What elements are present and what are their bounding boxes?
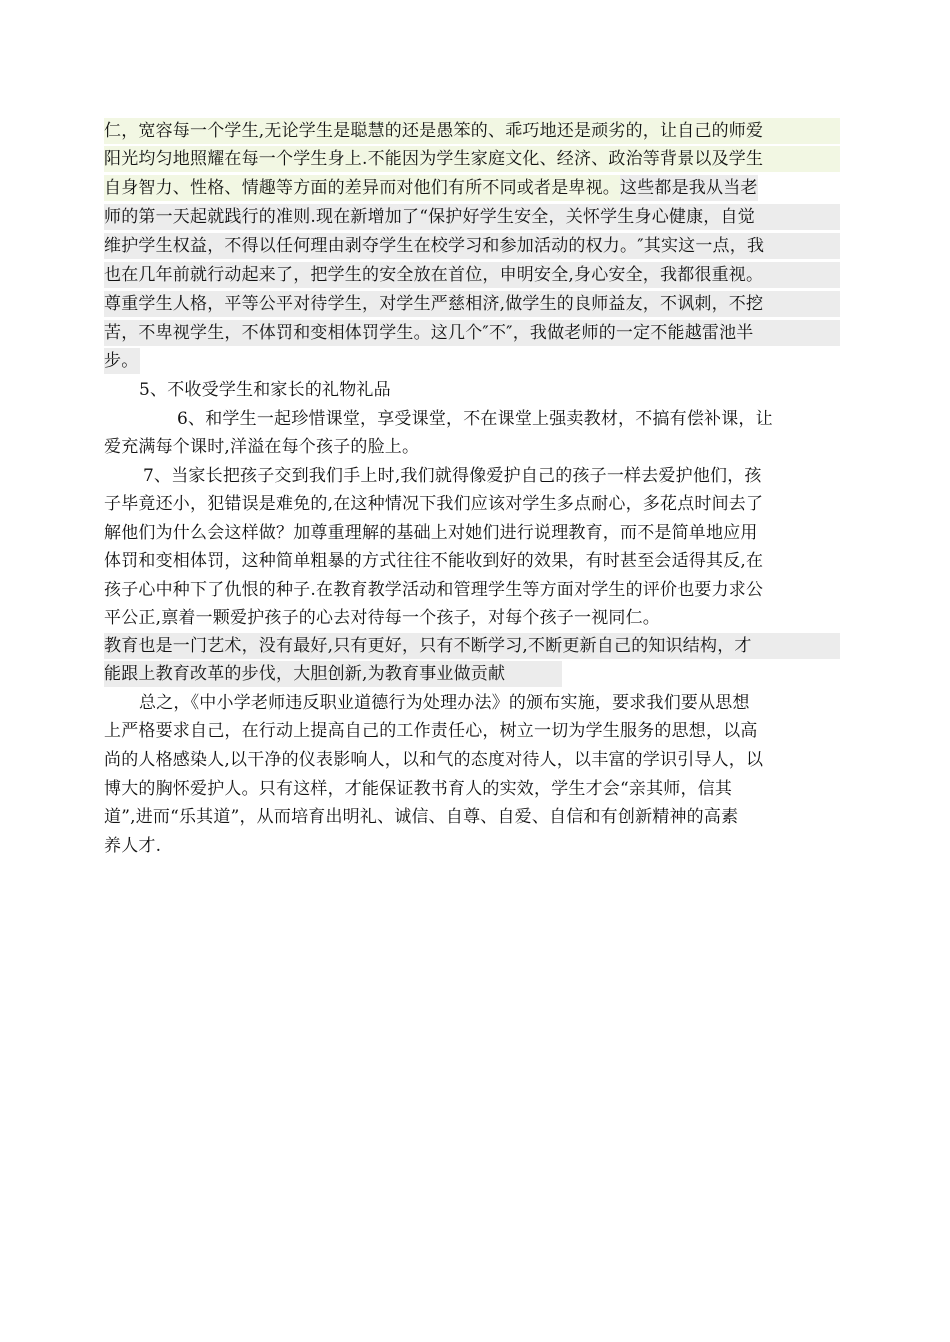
text-line: 解他们为什么会这样做？加尊重理解的基础上对她们进行说理教育，而不是简单地应用: [104, 523, 758, 543]
text-segment: 自身智力、性格、情趣等方面的差异而对他们有所不同或者是卑视。: [104, 175, 620, 201]
text-line: 子毕竟还小，犯错误是难免的,在这种情况下我们应该对学生多点耐心，多花点时间去了: [104, 494, 764, 514]
text-line: 孩子心中种下了仇恨的种子.在教育教学活动和管理学生等方面对学生的评价也要力求公: [104, 580, 764, 600]
text-line: 上严格要求自己，在行动上提高自己的工作责任心，树立一切为学生服务的思想，以高: [104, 721, 758, 741]
text-line: 5、不收受学生和家长的礼物礼品: [139, 380, 391, 400]
text-line-mixed-highlight: [104, 175, 840, 201]
text-line: 仁，宽容每一个学生,无论学生是聪慧的还是愚笨的、乖巧地还是顽劣的，让自己的师爱: [104, 118, 840, 144]
text-line: 总之，《中小学老师违反职业道德行为处理办法》的颁布实施，要求我们要从思想: [139, 693, 750, 713]
text-line: 6、和学生一起珍惜课堂，享受课堂，不在课堂上强卖教材，不搞有偿补课，让: [177, 409, 773, 429]
text-line: 维护学生权益，不得以任何理由剥夺学生在校学习和参加活动的权力。″其实这一点，我: [104, 233, 840, 259]
text-line: 养人才.: [104, 836, 162, 856]
text-line: 也在几年前就行动起来了，把学生的安全放在首位，申明安全,身心安全，我都很重视。: [104, 262, 840, 288]
text-line: 平公正,禀着一颗爱护孩子的心去对待每一个孩子，对每个孩子一视同仁。: [104, 608, 661, 628]
text-line: 能跟上教育改革的步伐，大胆创新,为教育事业做贡献: [104, 661, 562, 687]
text-line: 7、当家长把孩子交到我们手上时,我们就得像爱护自己的孩子一样去爱护他们，孩: [143, 466, 762, 486]
text-line: 教育也是一门艺术，没有最好,只有更好，只有不断学习,不断更新自己的知识结构，才: [104, 633, 840, 659]
text-segment: 这些都是我从当老: [620, 175, 758, 201]
text-line: 阳光均匀地照耀在每一个学生身上.不能因为学生家庭文化、经济、政治等背景以及学生: [104, 146, 840, 172]
text-line: 爱充满每个课时,洋溢在每个孩子的脸上。: [104, 437, 420, 457]
text-line: 道”,进而“乐其道”，从而培育出明礼、诚信、自尊、自爱、自信和有创新精神的高素: [104, 807, 739, 827]
text-line: 尊重学生人格，平等公平对待学生，对学生严慈相济,做学生的良师益友，不讽刺，不挖: [104, 291, 840, 317]
text-line: 博大的胸怀爱护人。只有这样，才能保证教书育人的实效，学生才会“亲其师，信其: [104, 779, 733, 799]
text-line: 体罚和变相体罚，这种简单粗暴的方式往往不能收到好的效果，有时甚至会适得其反,在: [104, 551, 764, 571]
text-line: 步。: [104, 348, 140, 374]
text-line: 尚的人格感染人,以干净的仪表影响人，以和气的态度对待人，以丰富的学识引导人，以: [104, 750, 764, 770]
text-line: 师的第一天起就践行的准则.现在新增加了“保护好学生安全，关怀学生身心健康，自觉: [104, 204, 840, 230]
text-line: 苦，不卑视学生，不体罚和变相体罚学生。这几个″不″，我做老师的一定不能越雷池半: [104, 320, 840, 346]
